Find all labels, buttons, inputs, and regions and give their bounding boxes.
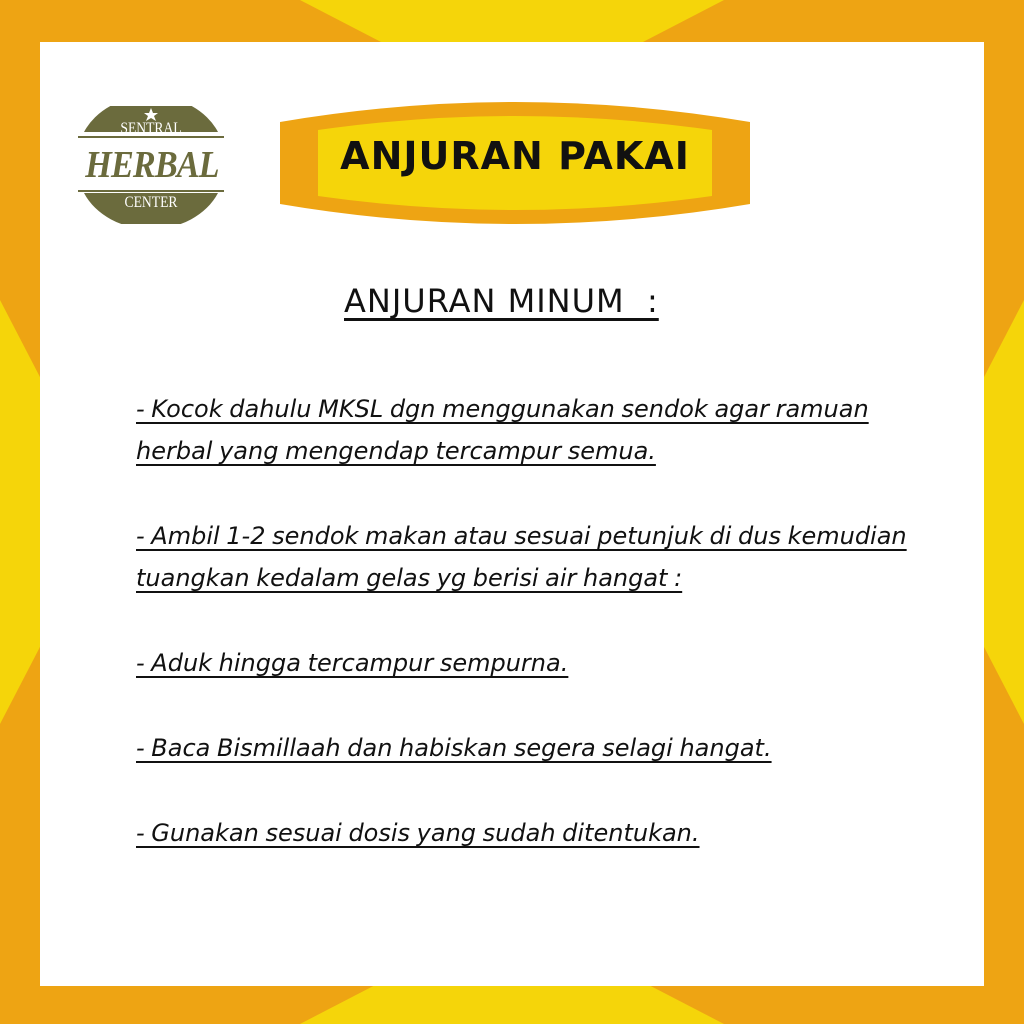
- section-heading: ANJURAN MINUM :: [344, 282, 659, 320]
- instruction-item: - Gunakan sesuai dosis yang sudah ditentukan.: [136, 819, 700, 847]
- instruction-item: - Ambil 1-2 sendok makan atau sesuai petunjuk di dus kemudian tuangkan kedalam gelas yg berisi air hangat :: [136, 522, 907, 592]
- logo-text-top: SENTRAL: [120, 120, 182, 137]
- logo-text-bottom: CENTER: [124, 194, 178, 211]
- instruction-item: - Aduk hingga tercampur sempurna.: [136, 649, 569, 677]
- instruction-item: - Baca Bismillaah dan habiskan segera selagi hangat.: [136, 734, 772, 762]
- title-banner: [280, 92, 750, 234]
- instruction-item: - Kocok dahulu MKSL dgn menggunakan sendok agar ramuan herbal yang mengendap tercampur semua.: [136, 395, 869, 465]
- sentral-herbal-center-logo: [78, 106, 224, 224]
- banner-title: ANJURAN PAKAI: [340, 134, 690, 178]
- logo-text-main: HERBAL: [85, 144, 219, 186]
